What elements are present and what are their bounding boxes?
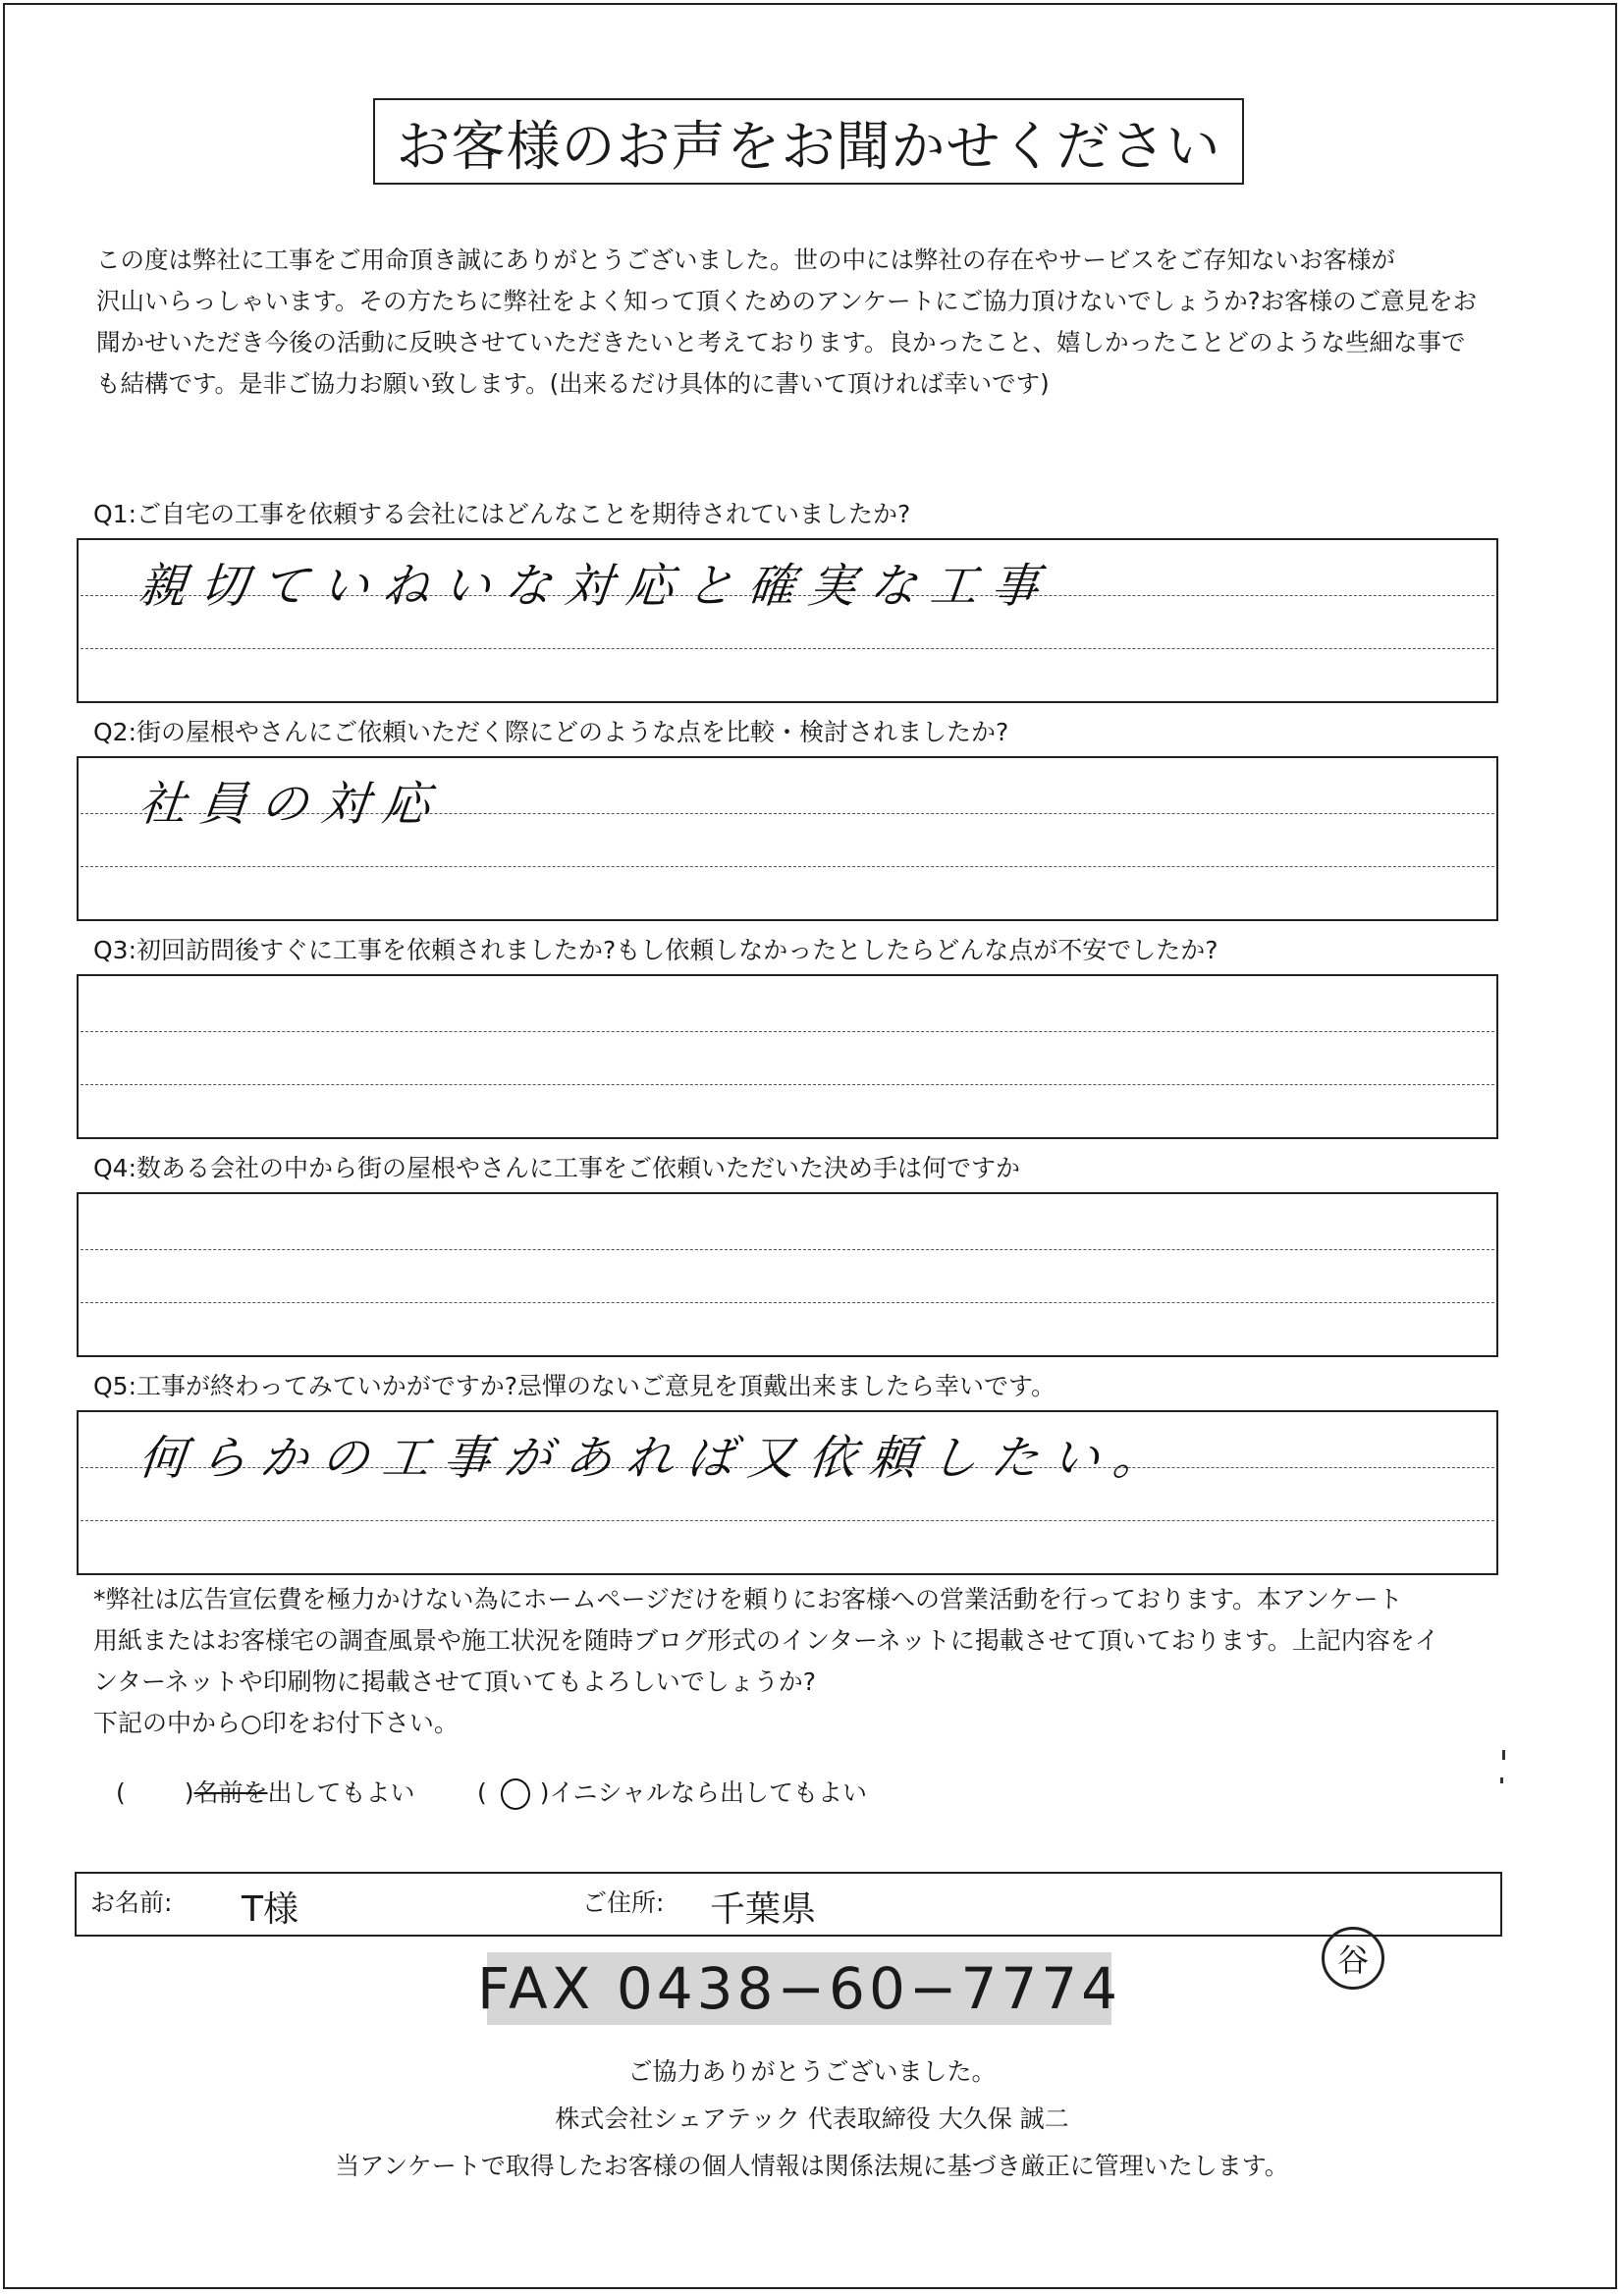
question-2-answer: 社員の対応 (135, 777, 447, 832)
customer-info-box (75, 1872, 1502, 1937)
thanks-line: ご協力ありがとうございました。 (627, 2057, 997, 2086)
question-3-answer-box[interactable] (77, 974, 1498, 1139)
scan-speck (1500, 1777, 1503, 1783)
question-1-answer: 親切ていねいな対応と確実な工事 (135, 559, 1056, 614)
question-5-label: Q5:工事が終わってみていかがですか?忌憚のないご意見を頂戴出来ましたら幸いです。 (93, 1372, 1056, 1400)
page-title: お客様のお声をお聞かせください (373, 98, 1244, 185)
ruled-line (81, 1084, 1494, 1085)
intro-line: 聞かせいただき今後の活動に反映させていただきたいと考えております。良かったこと、嬉しかったことどのような些細な事で (96, 328, 1466, 356)
privacy-line: 当アンケートで取得したお客様の個人情報は関係法規に基づき厳正に管理いたします。 (335, 2152, 1289, 2180)
intro-line: この度は弊社に工事をご用命頂き誠にありがとうございました。世の中には弊社の存在やサービスをご存知ないお客様が (96, 246, 1395, 274)
ruled-line (81, 866, 1494, 867)
question-1-label: Q1:ご自宅の工事を依頼する会社にはどんなことを期待されていましたか? (93, 500, 911, 528)
choice-paren-open: ( (116, 1778, 126, 1807)
choice-option-text: イニシャルなら出してもよい (549, 1778, 868, 1807)
choice-paren-open: ( (477, 1778, 487, 1807)
choice-name-ok[interactable] (116, 1774, 415, 1809)
scan-speck (1502, 1750, 1505, 1760)
question-2-answer-box[interactable] (77, 756, 1498, 921)
question-3-label: Q3:初回訪問後すぐに工事を依頼されましたか?もし依頼しなかったとしたらどんな点が不安でしたか? (93, 936, 1218, 964)
question-4-label: Q4:数ある会社の中から街の屋根やさんに工事をご依頼いただいた決め手は何ですか (93, 1154, 1021, 1182)
notice-line: ンターネットや印刷物に掲載させて頂いてもよろしいでしょうか? (93, 1667, 817, 1696)
ruled-line (81, 1249, 1494, 1250)
question-4-answer-box[interactable] (77, 1192, 1498, 1357)
fax-number: FAX 0438−60−7774 (487, 1952, 1111, 2025)
name-label: お名前: (90, 1888, 173, 1917)
address-value[interactable]: 千葉県 (710, 1889, 817, 1930)
choice-option-text: 出してもよい (267, 1778, 415, 1807)
selected-circle-mark (501, 1778, 530, 1810)
address-label: ご住所: (582, 1888, 665, 1917)
intro-line: も結構です。是非ご協力お願い致します。(出来るだけ具体的に書いて頂ければ幸いです) (96, 369, 1050, 398)
notice-line: 下記の中から○印をお付下さい。 (93, 1709, 459, 1737)
notice-line: 用紙またはお客様宅の調査風景や施工状況を随時ブログ形式のインターネットに掲載させて頂いております。上記内容をイ (93, 1626, 1439, 1655)
question-2-label: Q2:街の屋根やさんにご依頼いただく際にどのような点を比較・検討されましたか? (93, 718, 1009, 746)
ruled-line (81, 1302, 1494, 1303)
struck-option-text: 名前を (193, 1778, 268, 1807)
choice-paren-close: ) (184, 1778, 194, 1807)
choice-paren-close: ) (539, 1778, 550, 1807)
seal-stamp: 谷 (1322, 1927, 1384, 1990)
name-value[interactable]: T様 (242, 1889, 298, 1930)
choice-initials-ok[interactable] (477, 1774, 867, 1810)
publication-notice (93, 1579, 1527, 1744)
ruled-line (81, 648, 1494, 649)
question-5-answer: 何らかの工事があれば又依頼したい。 (135, 1431, 1177, 1486)
question-5-answer-box[interactable] (77, 1410, 1498, 1575)
notice-line: *弊社は広告宣伝費を極力かけない為にホームページだけを頼りにお客様への営業活動を行っております。本アンケート (93, 1585, 1403, 1613)
question-1-answer-box[interactable] (77, 538, 1498, 703)
intro-line: 沢山いらっしゃいます。その方たちに弊社をよく知って頂くためのアンケートにご協力頂けないでしょうか?お客様のご意見をお (96, 287, 1478, 315)
company-line: 株式会社シェアテック 代表取締役 大久保 誠二 (555, 2105, 1069, 2133)
intro-paragraph (96, 240, 1525, 405)
ruled-line (81, 1031, 1494, 1032)
ruled-line (81, 1520, 1494, 1521)
